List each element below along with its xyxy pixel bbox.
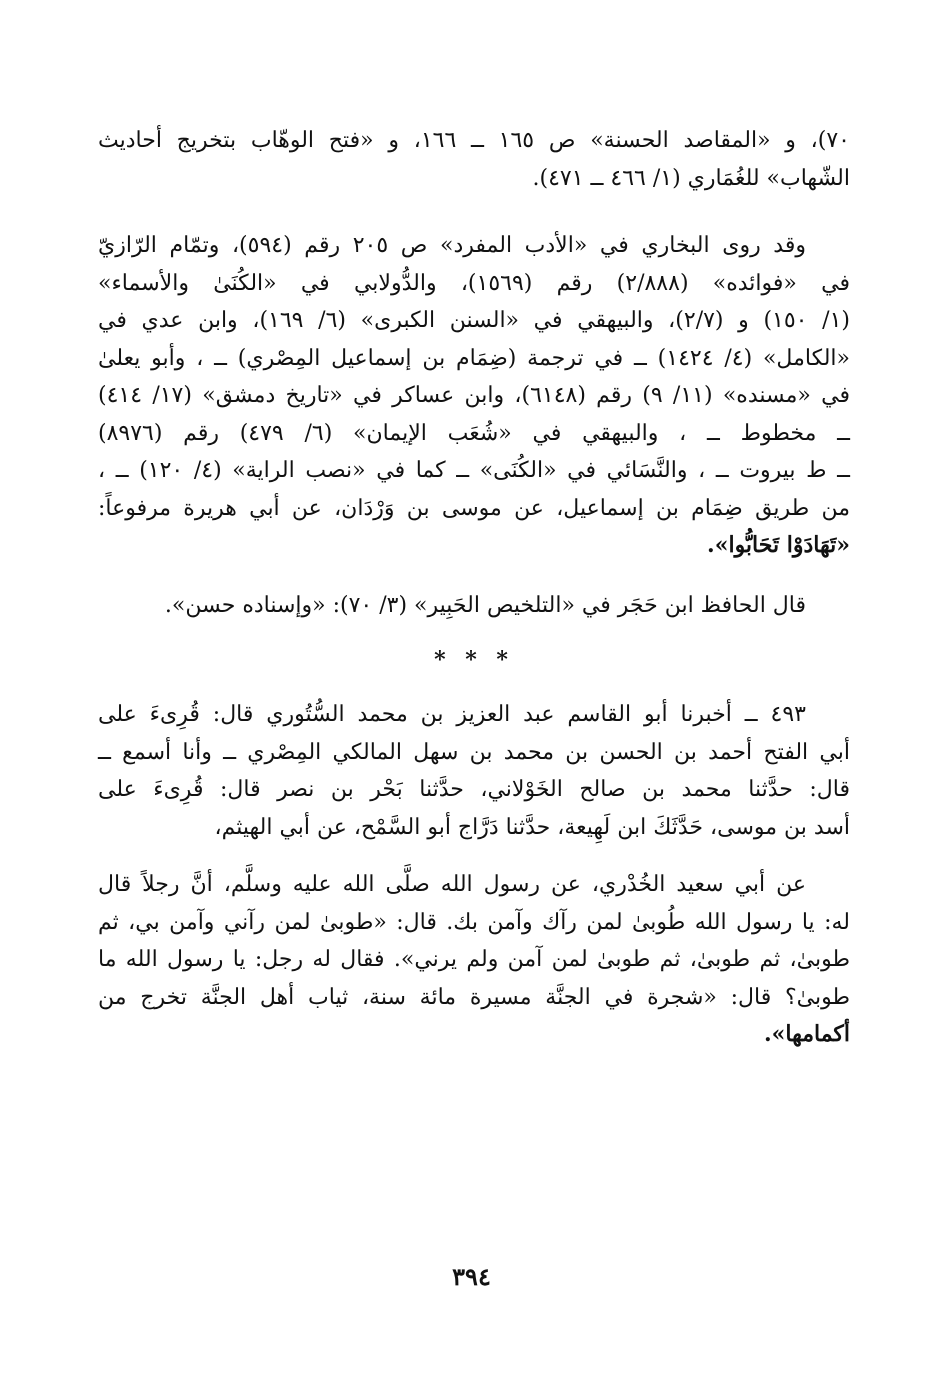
text-line: (١/ ١٥٠) و (٢/٧)، والبيهقي في «السنن الكبرى» (٦/ ١٦٩)، وابن عدي في	[98, 308, 850, 333]
text-line: وقد روى البخاري في «الأدب المفرد» ص ٢٠٥ رقم (٥٩٤)، وتمّام الرّازيّ	[98, 233, 806, 258]
text-line: «تَهَادَوْا تَحَابُّوا».	[707, 532, 850, 558]
text-line: له: يا رسول الله طُوبىٰ لمن رآك وآمن بك. قال: «طوبىٰ لمن رآني وآمن بي، ثم	[98, 909, 850, 935]
paragraph-4	[98, 696, 850, 846]
paragraph-2	[98, 227, 850, 565]
spacer	[98, 565, 850, 587]
paragraph-5	[98, 866, 850, 1054]
spacer	[98, 197, 850, 227]
text-line: أسد بن موسى، حَدَّثَكَ ابن لَهِيعة، حدَّثنا دَرَّاج أبو السَّمْح، عن أبي الهيثم،	[214, 814, 850, 840]
text-line: ٧٠)، و «المقاصد الحسنة» ص ١٦٥ ــ ١٦٦، و «فتح الوهّاب بتخريج أحاديث	[98, 128, 850, 153]
spacer	[98, 846, 850, 866]
text-line: الشّهاب» للغُمَاري (١/ ٤٦٦ ــ ٤٧١).	[532, 165, 850, 191]
text-line: في «مسنده» (١١/ ٩) رقم (٦١٤٨)، وابن عساكر في «تاريخ دمشق» (١٧/ ٤١٤)	[98, 383, 851, 408]
text-line: طوبىٰ، ثم طوبىٰ، ثم طوبىٰ لمن آمن ولم يرني». فقال له رجل: يا رسول الله ما	[98, 947, 850, 972]
text-line: من طريق ضِمَام بن إسماعيل، عن موسى بن وَرْدَان، عن أبي هريرة مرفوعاً:	[98, 495, 850, 521]
page-body	[98, 122, 850, 1054]
text-line: أكمامها».	[763, 1021, 850, 1047]
text-line: عن أبي سعيد الخُدْري، عن رسول الله صلَّى الله عليه وسلَّم، أنَّ رجلاً قال	[98, 872, 806, 897]
text-line: ــ ط بيروت ــ ، والنَّسَائي في «الكُنَى» ــ كما في «نصب الراية» (٤/ ١٢٠) ــ ،	[98, 458, 851, 483]
paragraph-1	[98, 122, 850, 197]
page-number: ٣٩٤	[452, 1262, 491, 1291]
spacer	[98, 624, 850, 640]
text-line: قال الحافظ ابن حَجَر في «التلخيص الحَبِير» (٣/ ٧٠): «وإسناده حسن».	[164, 592, 806, 618]
text-line: قال: حدَّثنا محمد بن صالح الخَوْلاني، حدَّثنا بَحْر بن نصر قال: قُرِىءَ على	[98, 777, 850, 802]
paragraph-3	[98, 587, 850, 625]
text-line: ــ مخطوط ــ ، والبيهقي في «شُعَب الإيمان» (٦/ ٤٧٩) رقم (٨٩٧٦)	[98, 420, 850, 446]
text-line: ٤٩٣ ــ أخبرنا أبو القاسم عبد العزيز بن محمد السُّتُوري قال: قُرِىءَ على	[98, 702, 806, 727]
text-line: «الكامل» (٤/ ١٤٢٤) ــ في ترجمة (ضِمَام بن إسماعيل المِصْري) ــ ، وأبو يعلىٰ	[98, 345, 850, 371]
text-line: طوبىٰ؟ قال: «شجرة في الجنَّة مسيرة مائة سنة، ثياب أهل الجنَّة تخرج من	[98, 984, 850, 1010]
spacer	[98, 680, 850, 696]
text-line: في «فوائده» (٢/٨٨٨) رقم (١٥٦٩)، والدُّولابي في «الكُنَىٰ والأسماء»	[98, 270, 850, 296]
section-separator: * * *	[434, 647, 514, 673]
text-line: أبي الفتح أحمد بن الحسن بن محمد بن سهل المالكي المِصْري ــ وأنا أسمع ــ	[98, 739, 850, 765]
